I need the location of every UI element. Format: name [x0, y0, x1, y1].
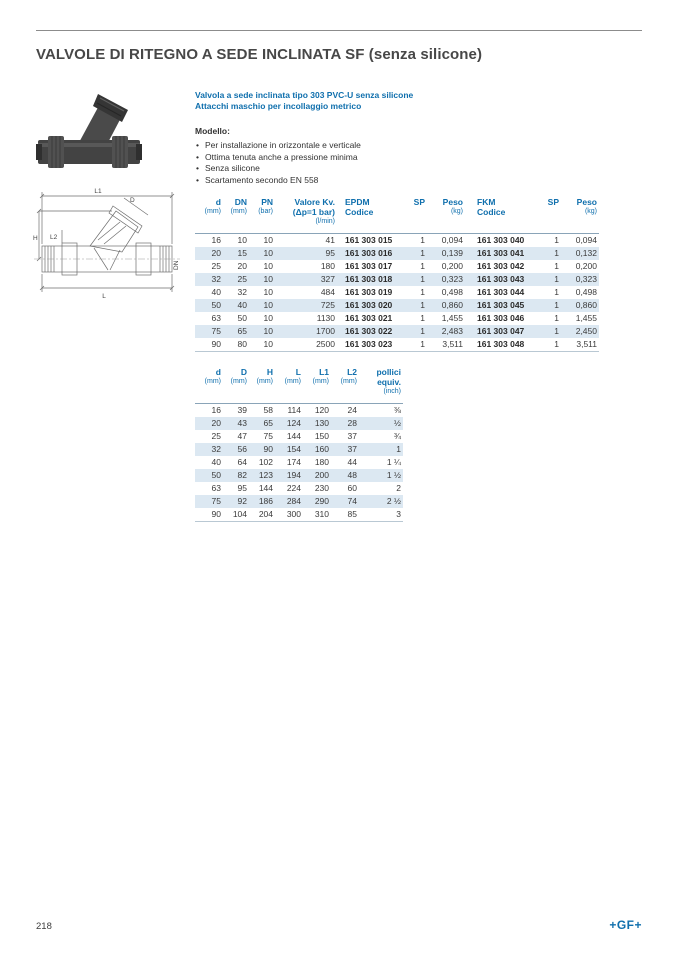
table-cell: 50 — [237, 313, 247, 323]
table-cell: 40 — [211, 457, 221, 467]
table-cell: 28 — [347, 418, 357, 428]
table-row — [195, 495, 403, 508]
table-row — [195, 286, 599, 299]
table-cell: 24 — [347, 405, 357, 415]
technical-drawing — [32, 184, 182, 313]
feature-item: • Senza silicone — [195, 163, 625, 175]
table-cell: 1 — [420, 300, 425, 310]
table-cell: 161 303 046 — [477, 313, 525, 323]
table-cell: 10 — [263, 287, 273, 297]
table-cell: 10 — [237, 235, 247, 245]
table-cell: 130 — [314, 418, 329, 428]
spec-table-body — [195, 234, 599, 352]
table-cell: 200 — [314, 470, 329, 480]
table-cell: 1 — [554, 313, 559, 323]
table-cell: 186 — [258, 496, 273, 506]
table-cell: 161 303 023 — [337, 338, 405, 352]
table-cell: 20 — [237, 261, 247, 271]
table-row — [195, 508, 403, 522]
table-cell: 75 — [263, 431, 273, 441]
table-cell: 82 — [237, 470, 247, 480]
valve-photo-graphic — [36, 86, 142, 178]
table-cell: 90 — [263, 444, 273, 454]
page-title: VALVOLE DI RITEGNO A SEDE INCLINATA SF (senza silicone) — [36, 46, 483, 64]
table-cell: 85 — [331, 508, 359, 522]
table-cell: 16 — [211, 235, 221, 245]
column-header: H (mm) — [249, 367, 275, 404]
table-cell: 40 — [211, 287, 221, 297]
table-row — [195, 312, 599, 325]
table-cell: 1,455 — [575, 313, 597, 323]
table-cell: 0,860 — [441, 300, 463, 310]
feature-list — [195, 140, 625, 186]
table-cell: 44 — [347, 457, 357, 467]
table-row — [195, 325, 599, 338]
table-cell: 161 303 016 — [345, 248, 393, 258]
table-cell: ½ — [393, 418, 401, 428]
feature-item: • Per installazione in orizzontale e verticale — [195, 140, 625, 152]
table-cell: 0,323 — [441, 274, 463, 284]
column-header: SP — [539, 197, 561, 234]
table-cell: 1 — [420, 313, 425, 323]
table-cell: 1130 — [316, 313, 335, 323]
table-cell: 1 — [554, 235, 559, 245]
column-header: pollici equiv. (inch) — [359, 367, 403, 404]
dim-label-l: L — [102, 293, 106, 300]
table-cell: 41 — [325, 235, 335, 245]
table-cell: 10 — [263, 274, 273, 284]
table-cell: 1 ¼ — [386, 457, 401, 467]
table-cell: 161 303 041 — [477, 248, 525, 258]
table-cell: 290 — [314, 496, 329, 506]
column-header: Peso (kg) — [427, 197, 465, 234]
table-cell: 1 — [420, 274, 425, 284]
table-cell: 161 303 019 — [345, 287, 393, 297]
feature-item: • Scartamento secondo EN 558 — [195, 175, 625, 187]
description-line-1: Valvola a sede inclinata tipo 303 PVC-U senza silicone — [195, 90, 414, 100]
table-cell: 92 — [237, 496, 247, 506]
table-cell: 161 303 018 — [345, 274, 393, 284]
table-cell: 484 — [320, 287, 335, 297]
table-row — [195, 273, 599, 286]
spec-table — [195, 197, 599, 352]
table-cell: 37 — [347, 444, 357, 454]
table-row — [195, 417, 403, 430]
table-cell: 10 — [263, 300, 273, 310]
table-cell: 64 — [237, 457, 247, 467]
table-cell: 161 303 043 — [477, 274, 525, 284]
table-cell: 10 — [263, 261, 273, 271]
model-label: Modello: — [195, 126, 230, 136]
dim-label-d: D — [130, 197, 135, 204]
column-header: L1 (mm) — [303, 367, 331, 404]
top-rule — [36, 30, 642, 31]
spec-header-row — [195, 197, 599, 234]
table-cell: 0,860 — [575, 300, 597, 310]
gf-logo: +GF+ — [609, 918, 642, 932]
table-cell: 1 — [554, 274, 559, 284]
table-cell: 300 — [275, 508, 303, 522]
table-row — [195, 234, 599, 248]
table-cell: 10 — [263, 326, 273, 336]
table-cell: 50 — [211, 470, 221, 480]
table-cell: 0,200 — [575, 261, 597, 271]
table-cell: 1 — [420, 326, 425, 336]
table-cell: 0,094 — [575, 235, 597, 245]
dims-table — [195, 367, 403, 522]
table-cell: 65 — [263, 418, 273, 428]
feature-item: • Ottima tenuta anche a pressione minima — [195, 152, 625, 164]
dims-table-head — [195, 367, 403, 404]
table-cell: 144 — [258, 483, 273, 493]
table-cell: 80 — [223, 338, 249, 352]
table-cell: 161 303 045 — [477, 300, 525, 310]
table-cell: 120 — [314, 405, 329, 415]
table-cell: 10 — [263, 313, 273, 323]
table-cell: 1 — [539, 338, 561, 352]
table-row — [195, 482, 403, 495]
column-header: EPDM Codice — [337, 197, 405, 234]
dim-label-dn: DN — [173, 260, 180, 270]
table-cell: 1 — [405, 338, 427, 352]
table-cell: 204 — [249, 508, 275, 522]
table-cell: 25 — [237, 274, 247, 284]
table-cell: 180 — [314, 457, 329, 467]
table-cell: 1 — [554, 248, 559, 258]
spec-table-head — [195, 197, 599, 234]
table-cell: 0,132 — [575, 248, 597, 258]
table-cell: 2 — [396, 483, 401, 493]
table-row — [195, 260, 599, 273]
table-cell: 230 — [314, 483, 329, 493]
table-cell: 48 — [347, 470, 357, 480]
table-cell: 1 — [554, 300, 559, 310]
table-cell: 161 303 048 — [465, 338, 539, 352]
column-header: Peso (kg) — [561, 197, 599, 234]
dims-table-body — [195, 404, 403, 522]
table-cell: 161 303 021 — [345, 313, 393, 323]
table-cell: 37 — [347, 431, 357, 441]
table-cell: 3,511 — [427, 338, 465, 352]
table-cell: 224 — [286, 483, 301, 493]
table-cell: 32 — [211, 444, 221, 454]
column-header: DN (mm) — [223, 197, 249, 234]
description-line-2: Attacchi maschio per incollaggio metrico — [195, 100, 362, 111]
dim-label-l1: L1 — [94, 188, 102, 195]
table-cell: 74 — [347, 496, 357, 506]
table-row — [195, 299, 599, 312]
table-cell: 43 — [237, 418, 247, 428]
table-cell: 123 — [258, 470, 273, 480]
column-header: d (mm) — [195, 197, 223, 234]
table-row — [195, 247, 599, 260]
table-cell: 1,455 — [441, 313, 463, 323]
column-header: PN (bar) — [249, 197, 275, 234]
table-cell: 174 — [286, 457, 301, 467]
table-cell: 114 — [287, 405, 301, 415]
product-photo — [36, 86, 142, 183]
table-cell: 50 — [211, 300, 221, 310]
table-cell: 75 — [211, 326, 221, 336]
table-cell: 1700 — [316, 326, 335, 336]
table-cell: 65 — [237, 326, 247, 336]
column-header: Valore Kv. (Δp=1 bar) (l/min) — [275, 197, 337, 234]
table-cell: 284 — [286, 496, 301, 506]
table-cell: 63 — [211, 313, 221, 323]
table-cell: 20 — [211, 418, 221, 428]
table-row — [195, 469, 403, 482]
table-cell: 20 — [211, 248, 221, 258]
table-cell: 10 — [249, 338, 275, 352]
table-cell: 161 303 047 — [477, 326, 525, 336]
table-cell: 75 — [211, 496, 221, 506]
table-cell: 1 — [420, 248, 425, 258]
table-cell: 1 — [554, 326, 559, 336]
table-cell: 161 303 044 — [477, 287, 525, 297]
table-cell: 47 — [237, 431, 247, 441]
table-cell: 1 — [420, 287, 425, 297]
table-cell: 3 — [359, 508, 403, 522]
table-cell: 32 — [237, 287, 247, 297]
table-cell: 1 — [554, 261, 559, 271]
table-cell: 0,200 — [441, 261, 463, 271]
table-cell: 154 — [286, 444, 301, 454]
table-cell: ¾ — [393, 431, 401, 441]
table-cell: 25 — [211, 431, 221, 441]
table-cell: 725 — [320, 300, 335, 310]
table-cell: 102 — [258, 457, 273, 467]
table-cell: 2500 — [275, 338, 337, 352]
dim-label-h: H — [33, 235, 38, 242]
table-cell: 194 — [286, 470, 301, 480]
table-cell: 10 — [263, 248, 273, 258]
table-row — [195, 443, 403, 456]
table-cell: 2,450 — [575, 326, 597, 336]
table-cell: 10 — [263, 235, 273, 245]
table-row — [195, 338, 599, 352]
table-cell: 58 — [263, 405, 273, 415]
dims-header-row — [195, 367, 403, 404]
table-cell: 144 — [286, 431, 301, 441]
dim-label-l2: L2 — [50, 234, 58, 241]
table-row — [195, 404, 403, 418]
table-cell: 95 — [325, 248, 335, 258]
table-cell: 25 — [211, 261, 221, 271]
table-row — [195, 456, 403, 469]
table-cell: 16 — [211, 405, 221, 415]
product-description — [195, 90, 625, 186]
table-cell: 0,094 — [441, 235, 463, 245]
column-header: d (mm) — [195, 367, 223, 404]
table-cell: 0,498 — [441, 287, 463, 297]
table-cell: 90 — [195, 508, 223, 522]
table-cell: 32 — [211, 274, 221, 284]
table-cell: 161 303 020 — [345, 300, 393, 310]
table-cell: 2 ½ — [386, 496, 401, 506]
table-cell: 161 303 042 — [477, 261, 525, 271]
table-cell: 1 — [554, 287, 559, 297]
table-cell: 40 — [237, 300, 247, 310]
table-cell: 160 — [314, 444, 329, 454]
table-cell: 1 ½ — [386, 470, 401, 480]
table-cell: 327 — [320, 274, 335, 284]
valve-drawing-graphic — [32, 184, 182, 308]
table-cell: 310 — [303, 508, 331, 522]
table-cell: 161 303 022 — [345, 326, 393, 336]
table-cell: 0,498 — [575, 287, 597, 297]
table-cell: 104 — [223, 508, 249, 522]
table-cell: 15 — [237, 248, 247, 258]
table-cell: 0,139 — [441, 248, 463, 258]
table-cell: 1 — [420, 235, 425, 245]
table-cell: 90 — [195, 338, 223, 352]
table-cell: 63 — [211, 483, 221, 493]
table-cell: 180 — [320, 261, 335, 271]
column-header: SP — [405, 197, 427, 234]
table-cell: 161 303 017 — [345, 261, 393, 271]
column-header: L2 (mm) — [331, 367, 359, 404]
table-row — [195, 430, 403, 443]
table-cell: 161 303 040 — [477, 235, 525, 245]
column-header: D (mm) — [223, 367, 249, 404]
table-cell: 0,323 — [575, 274, 597, 284]
column-header: L (mm) — [275, 367, 303, 404]
table-cell: 150 — [314, 431, 329, 441]
table-cell: ⅜ — [393, 405, 401, 415]
table-cell: 124 — [286, 418, 301, 428]
table-cell: 95 — [237, 483, 247, 493]
column-header: FKM Codice — [465, 197, 539, 234]
table-cell: 1 — [396, 444, 401, 454]
table-cell: 60 — [347, 483, 357, 493]
table-cell: 56 — [237, 444, 247, 454]
table-cell: 2,483 — [441, 326, 463, 336]
page-number: 218 — [36, 921, 52, 932]
table-cell: 161 303 015 — [345, 235, 393, 245]
table-cell: 3,511 — [561, 338, 599, 352]
table-cell: 39 — [237, 405, 247, 415]
table-cell: 1 — [420, 261, 425, 271]
